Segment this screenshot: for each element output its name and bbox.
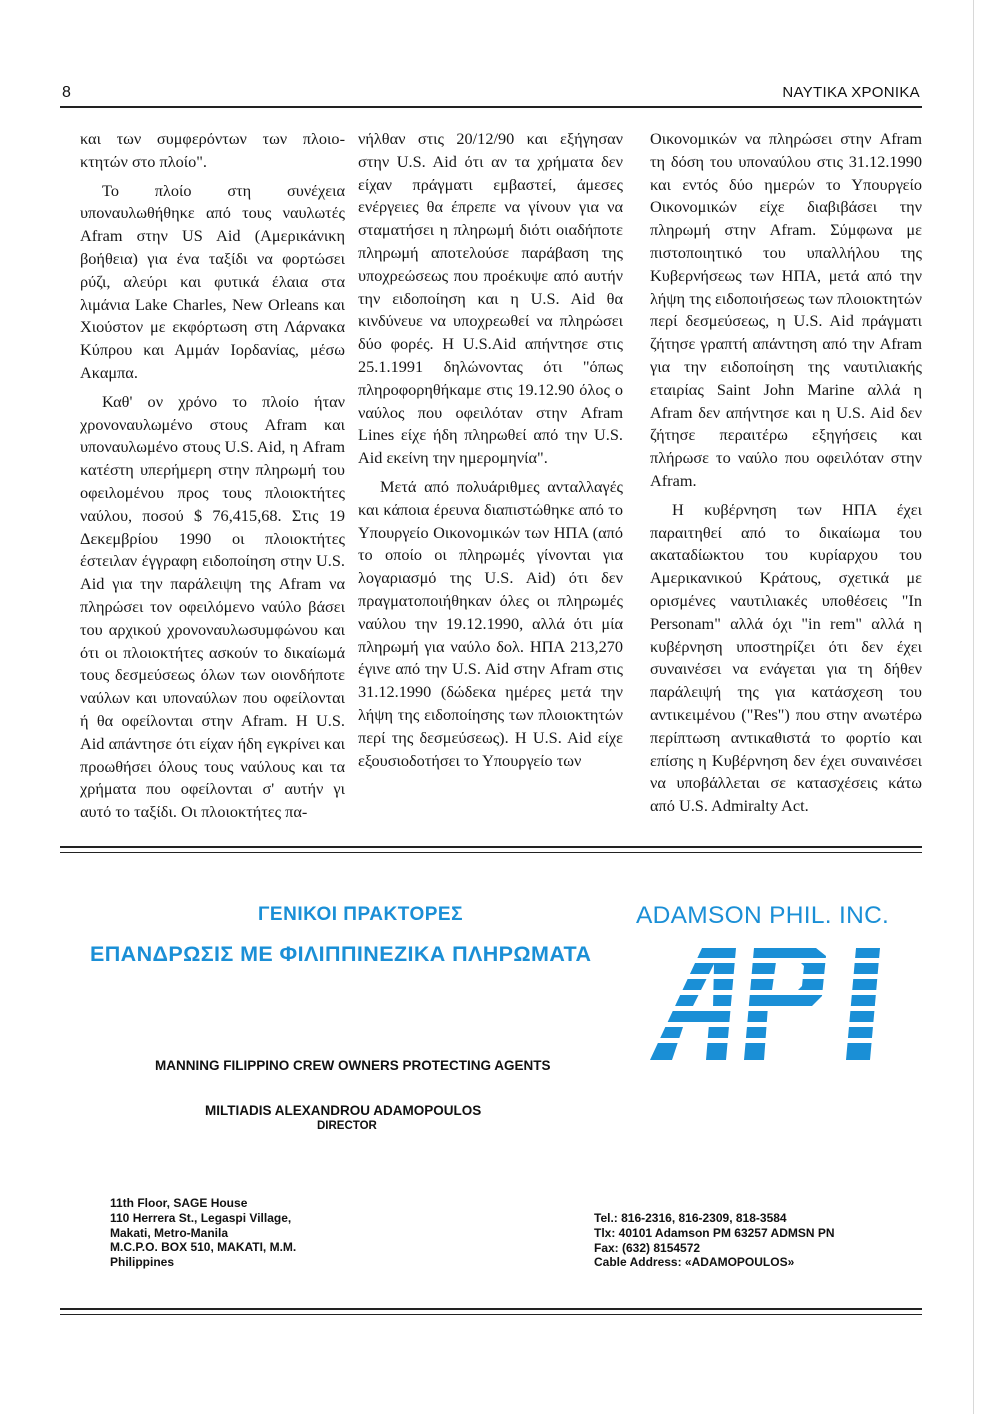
company-name: ADAMSON PHIL. INC. — [636, 902, 890, 929]
director-title: DIRECTOR — [317, 1120, 377, 1132]
contact-cable: Cable Address: «ADAMOPOULOS» — [594, 1255, 795, 1270]
ad-heading-manning: ΕΠΑΝΔΡΩΣΙΣ ΜΕ ΦΙΛΙΠΠΙΝΕΖΙΚΑ ΠΛΗΡΩΜΑΤΑ — [90, 942, 592, 966]
publication-title: ΝΑΥΤΙΚΑ ΧΡΟΝΙΚΑ — [782, 84, 920, 101]
advertisement-top-rule — [60, 846, 922, 853]
page-edge-line — [973, 0, 974, 1414]
ad-tagline: MANNING FILIPPINO CREW OWNERS PROTECTING AGENTS — [155, 1058, 551, 1073]
header-rule — [60, 106, 922, 108]
article-column-3 — [650, 128, 922, 818]
address-line: M.C.P.O. BOX 510, MAKATI, M.M. — [110, 1240, 297, 1255]
contact-block — [594, 1211, 835, 1270]
contact-fax: Fax: (632) 8154572 — [594, 1240, 701, 1255]
contact-telex: Tlx: 40101 Adamson PM 63257 ADMSN PN — [594, 1225, 835, 1240]
address-line: 110 Herrera St., Legaspi Village, — [110, 1210, 292, 1225]
paragraph: Μετά από πολυάριθμες ανταλλαγές και κάποια έρευνα διαπιστώθηκε από το Υπουργείο Οικονομικών των ΗΠΑ (από το οποίο οι πληρωμές γίνονται για λογαριασμό της U.S. Aid) ότι δεν πραγματοποιήθηκαν όλες οι πληρωμές ναύλου την 19.12.1990, αλλά ότι μία πληρωμή για ναύλο δολ. ΗΠΑ 213,270 έγινε από την U.S. Aid στην Afram στις 31.12.1990 (δώδεκα ημέρες μετά την λήψη της ειδοποίησης των πλοιοκτητών περί της δεσμεύσεως). Η U.S. Aid είχε εξουσιοδοτήσει το Υπουργείο των — [358, 476, 623, 770]
paragraph: Η κυβέρνηση των ΗΠΑ έχει παραιτηθεί από το δικαίωμα του ακαταδίωκτου του κυρίαρχου του Αμερικανικού Κράτους, σχετικά με ορισμένες ναυτιλιακές υποθέσεις "In Personam" αλλά όχι "in rem" αλλά η κυβέρνηση υποστηρίζει ότι δεν έχει συναινέσει να ενάγεται για τη δήθεν παράλειψή της για κατάσχεση του αντικειμένου ("Res") που στην ανωτέρω περίπτωση αντικαθιστά το φορτίο και επίσης η Κυβέρνηση δεν έχει συναινέσει να υποβάλλεται σε κατασχέσεις κάτω από U.S. Admiralty Act. — [650, 499, 922, 816]
ad-heading-general-agents: ΓΕΝΙΚΟΙ ΠΡΑΚΤΟΡΕΣ — [258, 904, 463, 925]
paragraph: νήλθαν στις 20/12/90 και εξήγησαν στην U.S. Aid ότι αν τα χρήματα δεν είχαν πράγματι εμβαστεί, άμεσες ενέργειες θα έπρεπε να γίνουν για να σταματήσει η πληρωμή διότι οιαδήποτε πληρωμή αποτελούσε παράβαση της υποχρεώσεως που προέκυψε από αυτήν την ειδοποίηση και η U.S. Aid θα κινδύνευε να υποχρεωθεί να πληρώσει δύο φορές. Η U.S.Aid απήντησε στις 25.1.1991 δηλώνοντας ότι "όπως πληροφορηθήκαμε στις 19.12.90 όλος ο ναύλος που οφειλόταν στην Afram Lines είχε ήδη πληρωθεί από την U.S. Aid εκείνη την ημερομηνία". — [358, 129, 623, 468]
api-logo-icon — [640, 944, 928, 1064]
paragraph: Το πλοίο στη συνέχεια υποναυλωθήθηκε από τους ναυλωτές Afram στην US Aid (Αμερικάνικη βοήθεια) για ένα ταξίδι να φορτώσει ρύζι, αλεύρι και φυτικά έλαια στα λιμάνια Lake Charles, New Orleans και Χιούστον με εκφόρτωση στη Λάρνακα Κύπρου και Αμμάν Ιορδανίας, μέσω Ακαμπα. — [80, 180, 345, 382]
paragraph: και των συμφερόντων των πλοιο-κτητών στο πλοίο". — [80, 129, 345, 171]
paragraph: Οικονομικών να πληρώσει στην Afram τη δόση του υποναύλου στις 31.12.1990 και εντός δύο ημερών το Υπουργείο Οικονομικών είχε διαβιβάσει την πληρωμή στην Afram. Σύμφωνα με πιστοποιητικό του υπαλλήλου της Κυβερνήσεως των ΗΠΑ, μετά από την λήψη της ειδοποιήσεως των πλοιοκτητών περί δεσμεύσεως, η U.S. Aid πράγματι ζήτησε γραπτή απάντηση από την Afram για την ειδοποίηση της ναυτιλιακής εταιρίας Saint John Marine αλλά η Afram δεν απήντησε και η U.S. Aid δεν ζήτησε περαιτέρω εξηγήσεις και πλήρωσε το ναύλο που οφειλόταν στην Afram. — [650, 129, 922, 490]
address-block — [110, 1196, 296, 1270]
article-column-2 — [358, 128, 623, 772]
address-line: 11th Floor, SAGE House — [110, 1196, 248, 1210]
advertisement-bottom-rule — [60, 1308, 922, 1315]
paragraph: Καθ' ον χρόνο το πλοίο ήταν χρονοναυλωμένο στους Afram και υποναυλωμένο στους U.S. Aid, η Afram κατέστη υπερήμερη στην πληρωμή του οφειλομένου προς τους πλοιοκτήτες ναύλου, ποσού $ 76,415,68. Στις 19 Δεκεμβρίου 1990 οι πλοιοκτήτες έστειλαν έγγραφη ειδοποίηση στην U.S. Aid για την παράλειψη της Afram να πληρώσει τον οφειλόμενο ναύλο βάσει του αρχικού χρονοναυλωσυμφώνου και ότι οι πλοιοκτήτες ασκούν το δικαίωμά τους δεσμεύσεως όλων των οιονδήποτε ναύλων και υποναύλων που οφείλονται ή θα οφείλονται στην Afram. Η U.S. Aid απάντησε ότι είχαν ήδη εγκρίνει και προωθήσει όλους τους ναύλους και τα χρήματα που οφείλονται σ' αυτήν γι αυτό το ταξίδι. Οι πλοιοκτήτες πα- — [80, 391, 345, 822]
address-line: Makati, Metro-Manila — [110, 1225, 229, 1240]
page-number: 8 — [62, 84, 71, 101]
director-name: MILTIADIS ALEXANDROU ADAMOPOULOS — [205, 1103, 482, 1118]
address-line: Philippines — [110, 1255, 175, 1270]
article-column-1 — [80, 128, 345, 824]
contact-telephone: Tel.: 816-2316, 816-2309, 818-3584 — [594, 1211, 787, 1225]
